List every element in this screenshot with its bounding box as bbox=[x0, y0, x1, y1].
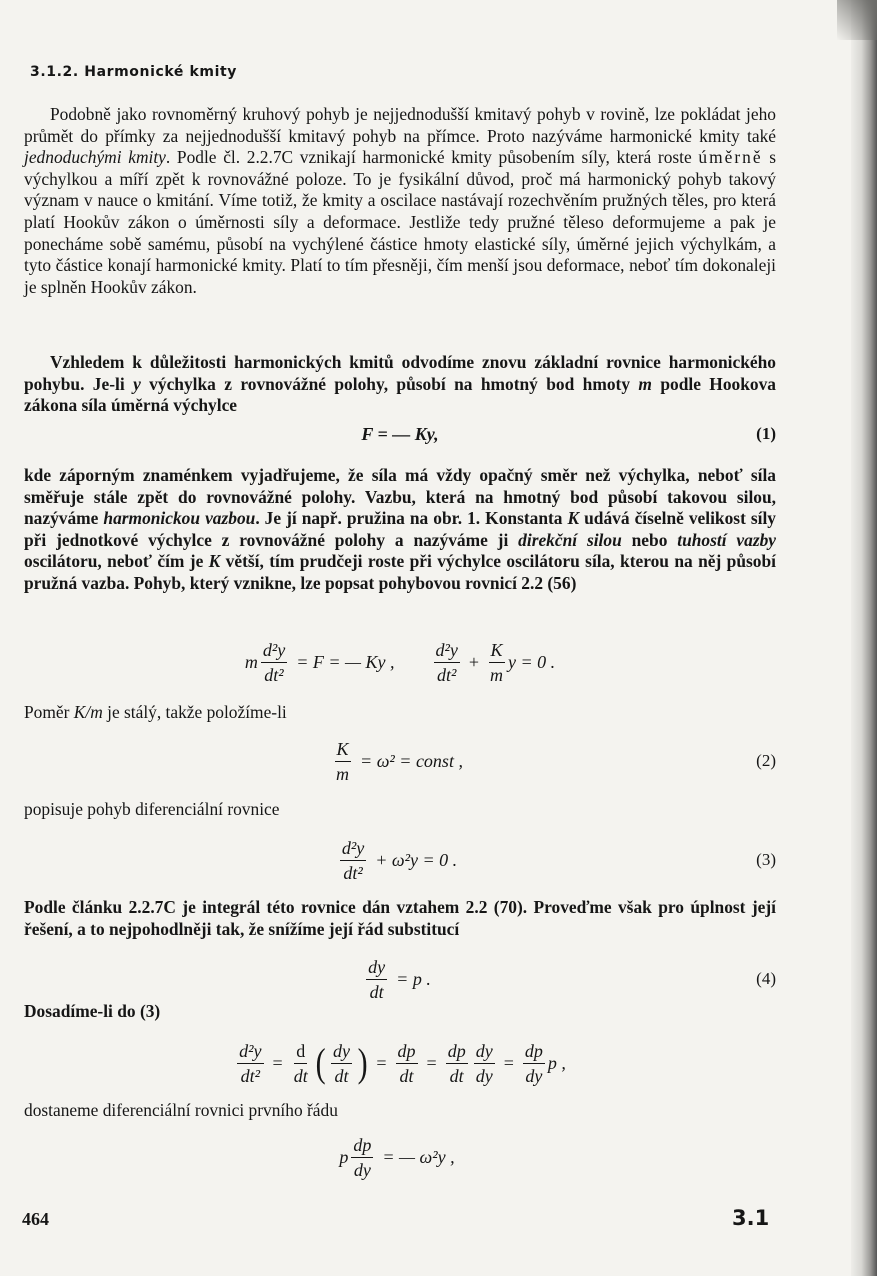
denominator: dt² bbox=[343, 862, 363, 883]
right-parenthesis: ) bbox=[357, 1040, 368, 1085]
numerator: dp bbox=[446, 1041, 468, 1064]
text-run: . Podle čl. 2.2.7C vznikají harmonické kmity působením síly, která roste bbox=[165, 147, 699, 168]
numerator: dy bbox=[331, 1041, 352, 1064]
denominator: dt² bbox=[436, 664, 457, 685]
numerator: K bbox=[489, 640, 505, 663]
paragraph-derivation bbox=[24, 352, 776, 417]
equation-first-order bbox=[24, 1128, 776, 1186]
fraction bbox=[366, 957, 387, 1002]
operator: + bbox=[468, 651, 480, 672]
fraction bbox=[434, 640, 460, 685]
equation-4 bbox=[24, 950, 776, 1008]
variable: y bbox=[133, 373, 141, 394]
denominator: dt² bbox=[264, 664, 284, 685]
fraction bbox=[488, 640, 505, 685]
fraction bbox=[237, 1041, 263, 1086]
paragraph-ratio bbox=[24, 702, 776, 724]
denominator: dy bbox=[475, 1065, 493, 1086]
text-run: Poměr bbox=[24, 702, 74, 722]
fraction bbox=[292, 1041, 310, 1086]
paragraph-substitution bbox=[24, 897, 776, 940]
equation-number: (3) bbox=[756, 850, 776, 869]
operator: = bbox=[426, 1052, 437, 1073]
page-edge-shadow bbox=[851, 0, 877, 1276]
equation-number: (1) bbox=[756, 424, 776, 443]
numerator: d²y bbox=[340, 838, 366, 861]
equation-substitution bbox=[24, 1032, 776, 1094]
variable: p bbox=[339, 1146, 349, 1167]
spaced-emphasis: úměrně bbox=[698, 147, 763, 168]
text-run: Podle článku 2.2.7C je integrál této rovnice dán vztahem 2.2 (70). Proveďme však pro úplnost její řešení, a to nejpohodlněji tak, že snížíme její řád substitucí bbox=[24, 897, 776, 939]
text-run: Dosadíme-li do (3) bbox=[24, 1001, 161, 1021]
denominator: dt bbox=[449, 1065, 464, 1086]
paragraph-diffeq bbox=[24, 799, 776, 821]
text-run: popisuje pohyb diferenciální rovnice bbox=[24, 799, 280, 819]
text-run: udává číselně velikost síly při jednotkové výchylce z rovnovážné polohy a nazýváme ji bbox=[24, 508, 776, 550]
operator: = bbox=[503, 1052, 514, 1073]
numerator: d²y bbox=[237, 1041, 263, 1064]
equation-text: = F = — Ky , bbox=[296, 651, 395, 672]
section-heading: 3.1.2. Harmonické kmity bbox=[30, 64, 238, 80]
equation-text: F = — Ky, bbox=[361, 423, 439, 444]
paragraph-intro bbox=[24, 104, 776, 298]
emphasis: direkční silou bbox=[518, 529, 622, 550]
equation-number: (2) bbox=[756, 751, 776, 770]
fraction bbox=[523, 1041, 545, 1086]
fraction bbox=[351, 1135, 373, 1180]
fraction bbox=[446, 1041, 468, 1086]
text-run: s výchylkou a míří zpět k rovnovážné poloze. To je fysikální důvod, proč má harmonický pohyb takový význam v nauce o kmitání. Víme totiž, že kmity a oscilace nastávají rozechvěním pružných těles, pro která platí Hookův zákon o úměrnosti síly a deformace. Jestliže tedy pružné těleso deformujeme a pak je ponecháme sobě samému, působí na vychýlené částice hmoty elastické síly, úměrné jejich výchylkám, a tyto částice konají harmonické kmity. Platí to tím přesněji, čím menší jsou deformace, neboť tím dokonaleji je splněn Hookův zákon. bbox=[24, 147, 776, 297]
equation-text: p , bbox=[547, 1052, 566, 1073]
denominator: dt² bbox=[240, 1065, 261, 1086]
variable: K bbox=[567, 508, 580, 529]
denominator: dt bbox=[334, 1065, 349, 1086]
denominator: dy bbox=[353, 1159, 371, 1180]
numerator: dy bbox=[474, 1041, 495, 1064]
page-corner-shadow bbox=[837, 0, 877, 40]
fraction bbox=[396, 1041, 418, 1086]
numerator: d²y bbox=[434, 640, 460, 663]
variable: m bbox=[638, 373, 652, 394]
fraction bbox=[331, 1041, 352, 1086]
variable: K bbox=[208, 551, 221, 572]
equation-1 bbox=[24, 414, 776, 454]
equation-motion bbox=[24, 632, 776, 692]
numerator: dp bbox=[396, 1041, 418, 1064]
left-parenthesis: ( bbox=[315, 1040, 326, 1085]
paragraph-first-order bbox=[24, 1100, 776, 1122]
fraction bbox=[340, 838, 366, 883]
equation-text: = p . bbox=[396, 968, 431, 989]
fraction bbox=[474, 1041, 495, 1086]
paragraph-harmonic-bond bbox=[24, 465, 776, 595]
numerator: dp bbox=[523, 1041, 545, 1064]
text-run: větší, tím prudčeji roste při výchylce oscilátoru síla, kterou na něj působí pružná vazba. Pohyb, který vznikne, lze popsat pohybovou rovnicí 2.2 (56) bbox=[24, 551, 776, 593]
chapter-marker: 3.1 bbox=[732, 1206, 770, 1230]
numerator: dy bbox=[366, 957, 387, 980]
text-run: výchylka z rovnovážné polohy, působí na hmotný bod hmoty bbox=[140, 373, 639, 394]
fraction bbox=[261, 640, 287, 685]
text-run: dostaneme diferenciální rovnici prvního řádu bbox=[24, 1100, 338, 1120]
numerator: dp bbox=[351, 1135, 373, 1158]
denominator: dt bbox=[399, 1065, 414, 1086]
variable: m bbox=[244, 651, 258, 672]
equation-text: = — ω²y , bbox=[382, 1146, 455, 1167]
text-run: oscilátoru, neboť čím je bbox=[24, 551, 209, 572]
equation-2 bbox=[24, 732, 776, 790]
denominator: m bbox=[336, 763, 350, 784]
equation-number: (4) bbox=[756, 969, 776, 988]
text-run: je stálý, takže položíme-li bbox=[102, 702, 287, 722]
equation-3 bbox=[24, 830, 776, 890]
numerator: d²y bbox=[261, 640, 287, 663]
denominator: dt bbox=[293, 1065, 308, 1086]
operator: = bbox=[376, 1052, 387, 1073]
numerator: d bbox=[294, 1041, 307, 1064]
denominator: dy bbox=[525, 1065, 543, 1086]
text-run: kde záporným znaménkem vyjadřujeme, že síla má vždy opačný směr než výchylka, neboť síla směřuje stále zpět do rovnovážné polohy. Vazbu, která na hmotný bod působí takovou silou, nazýváme bbox=[24, 465, 776, 529]
paragraph-insert bbox=[24, 1001, 776, 1023]
text-run: . Je jí např. pružina na obr. 1. Konstanta bbox=[255, 508, 568, 529]
emphasis: tuhostí vazby bbox=[677, 529, 777, 550]
fraction bbox=[334, 739, 351, 784]
numerator: K bbox=[335, 739, 351, 762]
equation-text: + ω²y = 0 . bbox=[375, 849, 458, 870]
equation-text: y = 0 . bbox=[508, 651, 556, 672]
text-run: nebo bbox=[621, 529, 678, 550]
operator: = bbox=[272, 1052, 283, 1073]
denominator: m bbox=[490, 664, 504, 685]
text-run: podle Hookova zákona síla úměrná výchylce bbox=[24, 373, 776, 416]
equation-text: = ω² = const , bbox=[360, 750, 463, 771]
text-run: Vzhledem k důležitosti harmonických kmitů odvodíme znovu základní rovnice harmonického pohybu. Je-li bbox=[24, 352, 776, 394]
text-run: Podobně jako rovnoměrný kruhový pohyb je nejjednodušší kmitavý pohyb v rovině, lze pokládat jeho průmět do přímky za nejjednodušší kmitavý pohyb na přímce. Proto nazýváme harmonické kmity také bbox=[24, 104, 776, 146]
emphasis: harmonickou vazbou bbox=[103, 508, 256, 529]
denominator: dt bbox=[369, 981, 384, 1002]
page-number: 464 bbox=[22, 1209, 49, 1229]
emphasis: jednoduchými kmity bbox=[24, 147, 166, 168]
variable: K/m bbox=[73, 702, 103, 722]
